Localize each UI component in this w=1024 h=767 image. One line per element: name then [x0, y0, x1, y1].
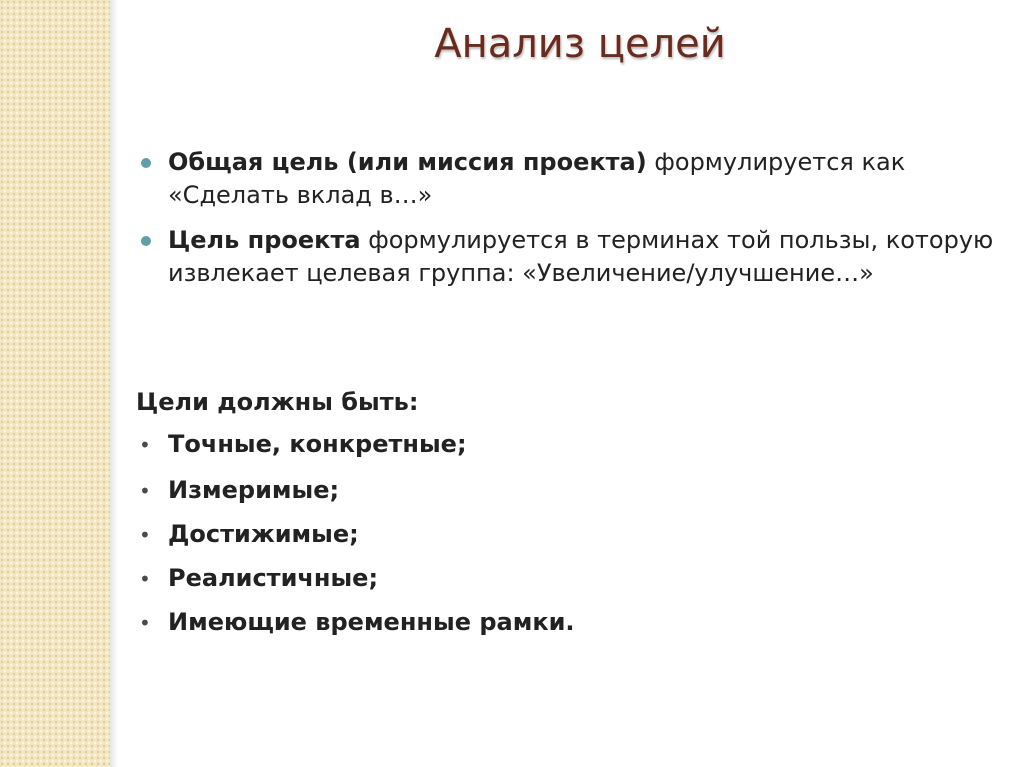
bullet-project-goal [136, 224, 996, 290]
slide-title: Анализ целей [434, 21, 726, 67]
small-bullet-icon: • [139, 523, 151, 547]
small-bullet-icon: • [139, 567, 151, 591]
bullet-text: формулируется в терминах той пользы, которую извлекает целевая группа: «Увеличение/улучшение…» [168, 226, 994, 287]
goal-item [136, 606, 836, 640]
small-bullet-icon: • [139, 611, 151, 635]
bullet-mission [136, 146, 996, 212]
goal-item [136, 474, 836, 508]
goal-item-text: Точные, конкретные; [168, 430, 467, 458]
goal-item-text: Имеющие временные рамки. [168, 608, 575, 636]
bullet-dot-icon [141, 158, 151, 168]
bullet-bold-text: Цель проекта [168, 226, 361, 254]
goal-item-text: Измеримые; [168, 476, 340, 504]
goal-item-text: Реалистичные; [168, 564, 379, 592]
bullet-text: формулируется как «Сделать вклад в…» [168, 148, 906, 209]
side-band-shadow [110, 0, 118, 767]
goal-item [136, 562, 836, 596]
bullet-bold-text: Общая цель (или миссия проекта) [168, 148, 647, 176]
goal-item [136, 518, 836, 552]
goal-item [136, 428, 836, 462]
small-bullet-icon: • [139, 433, 151, 457]
bullet-dot-icon [141, 236, 151, 246]
small-bullet-icon: • [139, 479, 151, 503]
goals-heading: Цели должны быть: [136, 388, 419, 416]
decorative-side-band [0, 0, 110, 767]
goal-item-text: Достижимые; [168, 520, 359, 548]
